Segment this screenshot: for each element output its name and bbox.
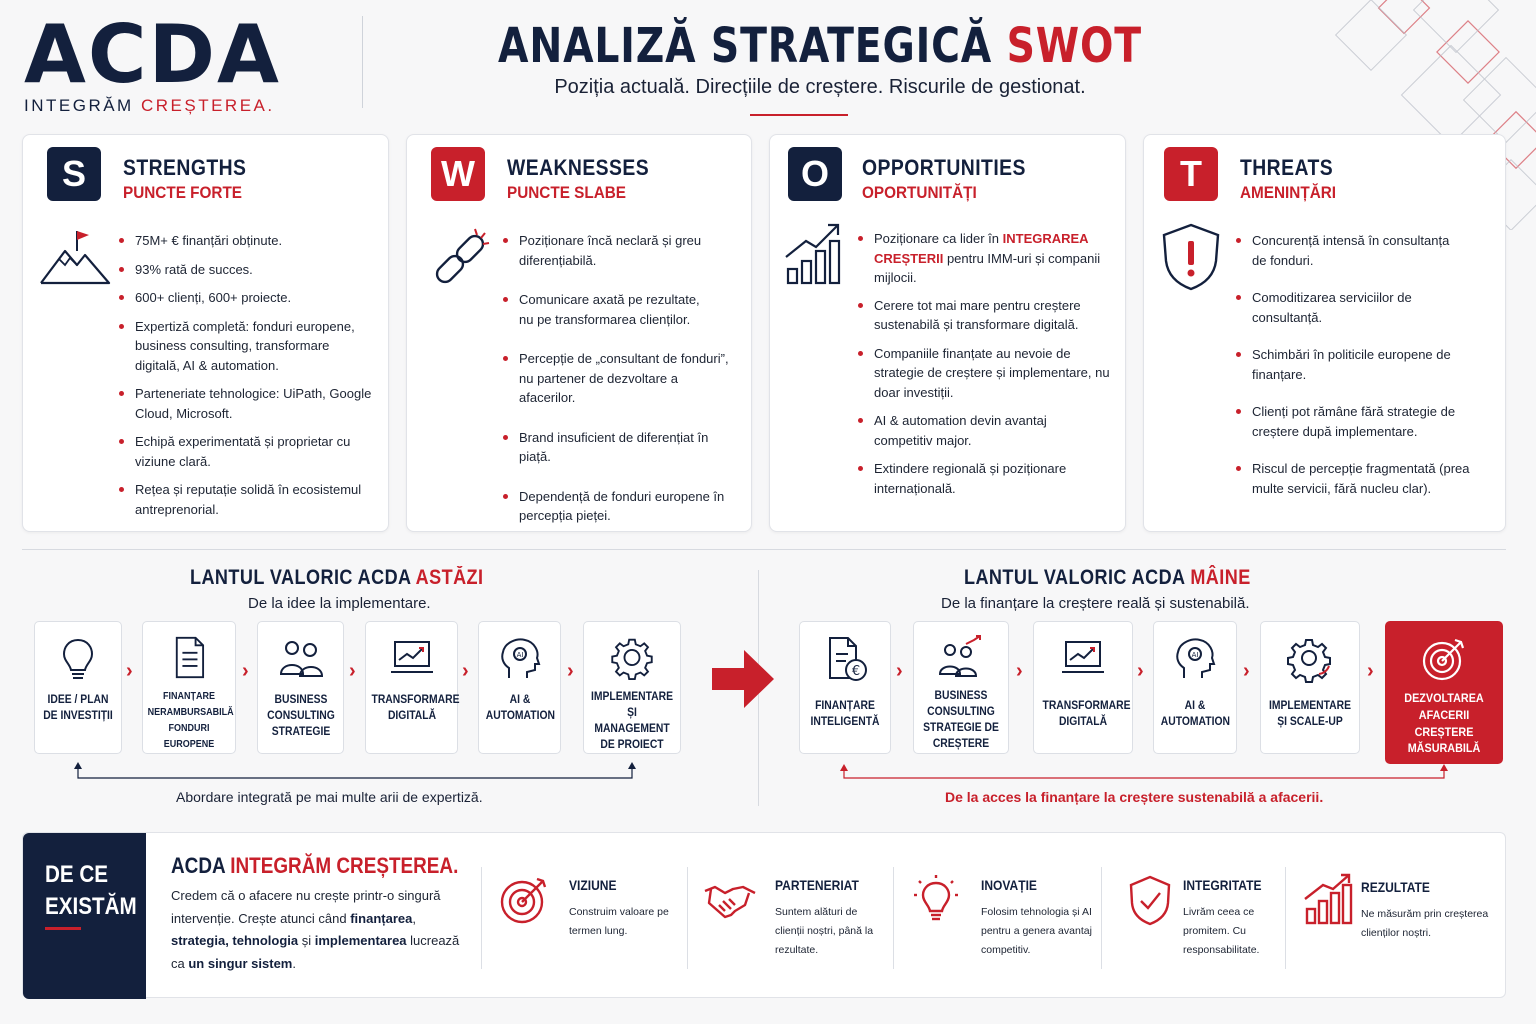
svg-text:AI: AI — [516, 651, 523, 659]
people-icon — [276, 634, 326, 684]
growth-chart-icon — [1303, 873, 1357, 927]
swot-subtitle: PUNCTE FORTE — [123, 183, 243, 202]
chain-step-ai: AI AI & AUTOMATION — [478, 621, 561, 754]
chain-step-implementation: IMPLEMENTARE ȘI MANAGEMENT DE PROIECT — [583, 621, 681, 754]
arrow-right-icon — [712, 650, 774, 708]
value-integrity: INTEGRITATE Livrăm ceea ce promitem. Cu responsabilitate. — [1107, 861, 1299, 971]
list-item: Concurență intensă în consultanța de fonduri. — [1236, 231, 1456, 270]
bracket-tomorrow — [836, 762, 1452, 784]
chain-step-funding: FINANȚARE NERAMBURSABILĂ FONDURI EUROPENE — [142, 621, 236, 754]
list-item: Comoditizarea serviciilor de consultanță. — [1236, 288, 1436, 327]
laptop-chart-icon — [1058, 634, 1108, 684]
chevron-right-icon: › — [567, 660, 574, 682]
shield-alert-icon — [1158, 221, 1224, 293]
swot-subtitle: PUNCTE SLABE — [507, 183, 627, 202]
swot-title: STRENGTHS — [123, 155, 247, 180]
list-item: AI & automation devin avantaj competitiv major. — [858, 411, 1058, 450]
chevron-right-icon: › — [896, 660, 903, 682]
threats-list — [1236, 231, 1491, 498]
svg-text:AI: AI — [1191, 651, 1199, 659]
handshake-icon — [703, 873, 757, 927]
gear-icon — [607, 634, 657, 681]
ai-head-icon — [495, 634, 545, 684]
list-item: Poziționare ca lider în INTEGRAREA CREȘTERII pentru IMM-uri și companii mijlocii. — [858, 229, 1111, 288]
value-results: REZULTATE Ne măsurăm prin creșterea clienților noștri. — [1285, 861, 1507, 971]
chain-tomorrow-caption: De la acces la finanțare la creștere sustenabilă a afacerii. — [945, 789, 1324, 805]
title-underline — [750, 114, 848, 116]
list-item: Cerere tot mai mare pentru creștere sustenabilă și transformare digitală. — [858, 296, 1111, 335]
lightbulb-icon — [53, 634, 103, 684]
list-item: Schimbări în politicile europene de finanțare. — [1236, 345, 1456, 384]
swot-letter-t: T — [1164, 147, 1218, 201]
swot-card-threats — [1143, 134, 1506, 532]
strengths-list — [119, 231, 374, 519]
chevron-right-icon: › — [462, 660, 469, 682]
chain-step-ai-2: AI AI & AUTOMATION — [1153, 621, 1237, 754]
list-item: Clienți pot rămâne fără strategie de creștere după implementare. — [1236, 402, 1466, 441]
opportunities-list — [858, 229, 1111, 498]
chain-today-title: LANTUL VALORIC ACDA ASTĂZI — [190, 566, 484, 589]
chain-today-caption: Abordare integrată pe mai multe arii de expertiză. — [176, 789, 483, 805]
list-item: 75M+ € finanțări obținute. — [119, 231, 374, 251]
list-item: Percepție de „consultant de fonduri”, nu partener de dezvoltare a afacerilor. — [503, 349, 731, 408]
brand-name: ACDA — [24, 8, 281, 101]
euro-document-icon — [820, 634, 870, 684]
chain-step-business-growth: DEZVOLTAREA AFACERII CREȘTERE MĂSURABILĂ — [1385, 621, 1503, 764]
mission-side — [23, 833, 146, 999]
chain-step-digital-2: TRANSFORMARE DIGITALĂ — [1033, 621, 1133, 754]
chevron-right-icon: › — [126, 660, 133, 682]
swot-title: OPPORTUNITIES — [862, 155, 1026, 180]
lightbulb-icon — [909, 873, 963, 927]
page-title: ANALIZĂ STRATEGICĂ SWOT — [498, 18, 1142, 74]
brand-tagline: INTEGRĂM CREȘTEREA. — [24, 96, 275, 115]
chain-step-digital: TRANSFORMARE DIGITALĂ — [365, 621, 458, 754]
chain-tomorrow-subtitle: De la finanțare la creștere reală și sustenabilă. — [941, 595, 1250, 612]
document-icon — [164, 634, 214, 681]
ai-head-icon — [1170, 634, 1220, 684]
swot-card-strengths — [22, 134, 389, 532]
list-item: Parteneriate tehnologice: UiPath, Google Cloud, Microsoft. — [119, 384, 374, 423]
chevron-right-icon: › — [349, 660, 356, 682]
weaknesses-list — [503, 231, 737, 526]
mission-side-title: DE CE EXISTĂM — [45, 861, 137, 920]
swot-title: WEAKNESSES — [507, 155, 650, 180]
value-partnership: PARTENERIAT Suntem alături de clienții noștri, până la rezultate. — [687, 861, 893, 971]
list-item: Riscul de percepție fragmentată (prea multe servicii, fără nucleu clar). — [1236, 459, 1491, 498]
mission-text: Credem că o afacere nu crește printr-o singură intervenție. Crește atunci când finanțarea, strategia, tehnologia și implementarea lucrează ca un singur sistem. — [171, 888, 460, 971]
list-item: Companiile finanțate au nevoie de strategie de creștere și implementare, nu doar investiții. — [858, 344, 1111, 403]
list-item: Brand insuficient de diferențiat în piață. — [503, 428, 737, 467]
swot-subtitle: AMENINȚĂRI — [1240, 183, 1337, 202]
swot-title: THREATS — [1240, 155, 1334, 180]
mission-side-accent — [45, 927, 81, 930]
growth-chart-icon — [782, 219, 846, 289]
list-item: Poziționare încă neclară și greu diferențiabilă. — [503, 231, 737, 270]
swot-letter-o: O — [788, 147, 842, 201]
chevron-right-icon: › — [1367, 660, 1374, 682]
value-innovation: INOVAȚIE Folosim tehnologia și AI pentru a genera avantaj competitiv. — [893, 861, 1099, 971]
target-icon — [497, 873, 551, 927]
brand-logo — [24, 8, 324, 118]
section-divider — [22, 549, 1506, 550]
chain-tomorrow-title: LANTUL VALORIC ACDA MÂINE — [964, 566, 1251, 589]
list-item: Extindere regională și poziționare internațională. — [858, 459, 1088, 498]
swot-card-opportunities — [769, 134, 1126, 532]
mission-title: ACDA INTEGRĂM CREȘTEREA. — [171, 853, 459, 878]
list-item: Comunicare axată pe rezultate, nu pe transformarea clienților. — [503, 290, 703, 329]
swot-letter-w: W — [431, 147, 485, 201]
header-divider — [362, 16, 363, 108]
people-growth-icon — [936, 634, 986, 684]
chevron-right-icon: › — [1016, 660, 1023, 682]
target-icon — [1419, 634, 1469, 684]
chevron-right-icon: › — [1137, 660, 1144, 682]
chevron-right-icon: › — [1243, 660, 1250, 682]
swot-letter-s: S — [47, 147, 101, 201]
chevron-right-icon: › — [242, 660, 249, 682]
page-subtitle: Poziția actuală. Direcțiile de creștere. Riscurile de gestionat. — [554, 76, 1086, 98]
list-item: Expertiză completă: fonduri europene, business consulting, transformare digitală, AI & automation. — [119, 317, 374, 376]
value-vision: VIZIUNE Construim valoare pe termen lung. — [481, 861, 687, 971]
broken-chain-icon — [421, 221, 499, 299]
laptop-chart-icon — [387, 634, 437, 684]
chain-step-consulting: BUSINESS CONSULTING STRATEGIE — [257, 621, 344, 754]
chain-step-growth-consulting: BUSINESS CONSULTING STRATEGIE DE CREȘTERE — [913, 621, 1009, 754]
chain-step-smart-funding: € FINANȚARE INTELIGENTĂ — [799, 621, 891, 754]
gear-refresh-icon — [1285, 634, 1335, 684]
list-item: Echipă experimentată și proprietar cu viziune clară. — [119, 432, 374, 471]
svg-text:€: € — [851, 664, 861, 679]
list-item: Dependență de fonduri europene în percepția pieței. — [503, 487, 737, 526]
list-item: 93% rată de succes. — [119, 260, 374, 280]
swot-card-weaknesses — [406, 134, 752, 532]
chain-step-scaleup: IMPLEMENTARE ȘI SCALE-UP — [1260, 621, 1360, 754]
list-item: Rețea și reputație solidă în ecosistemul antreprenorial. — [119, 480, 374, 519]
chain-today-subtitle: De la idee la implementare. — [248, 595, 431, 612]
chain-step-idea: IDEE / PLAN DE INVESTIȚII — [34, 621, 122, 754]
swot-subtitle: OPORTUNITĂȚI — [862, 183, 977, 202]
mountain-flag-icon — [37, 221, 115, 299]
list-item: 600+ clienți, 600+ proiecte. — [119, 288, 374, 308]
shield-check-icon — [1123, 873, 1177, 927]
mission-panel — [22, 832, 1506, 998]
bracket-today — [70, 760, 640, 782]
